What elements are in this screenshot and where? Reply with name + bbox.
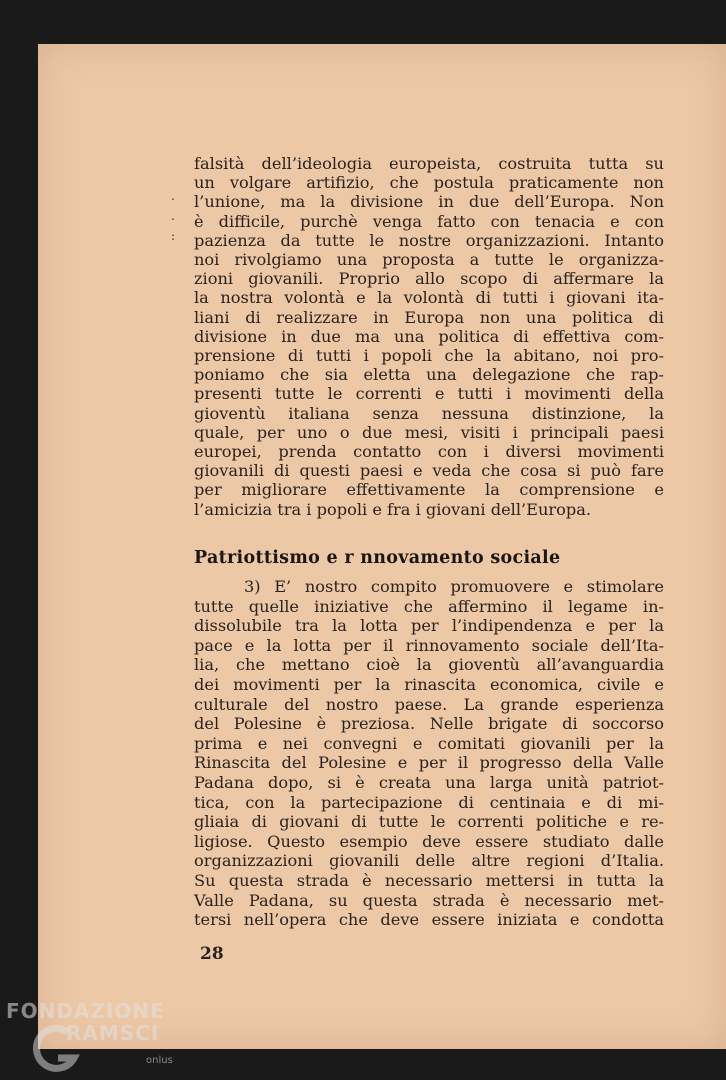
text-line: ligiose. Questo esempio deve essere studiato dalle (194, 831, 664, 851)
text-line: Rinascita del Polesine e per il progresso della Valle (194, 753, 664, 773)
text-line: zioni giovanili. Proprio allo scopo di affermare la (194, 269, 664, 289)
margin-mark: : (171, 229, 176, 243)
text-line: gliaia di giovani di tutte le correnti politiche e re- (194, 812, 664, 832)
text-line: l’unione, ma la divisione in due dell’Europa. Non (194, 192, 664, 212)
text-line: la nostra volontà e la volontà di tutti i giovani ita- (194, 288, 664, 308)
text-line: europei, prenda contatto con i diversi movimenti (194, 442, 664, 462)
text-line: lia, che mettano cioè la gioventù all’avanguardia (194, 655, 664, 675)
section-heading: Patriottismo e r nnovamento sociale (194, 548, 561, 568)
text-line: quale, per uno o due mesi, visiti i principali paesi (194, 422, 664, 442)
text-line: dei movimenti per la rinascita economica, civile e (194, 674, 664, 694)
text-line: presenti tutte le correnti e tutti i movimenti della (194, 384, 664, 404)
watermark-line-2: RAMSCI (66, 1021, 160, 1045)
text-line: per migliorare effettivamente la comprensione e (194, 480, 664, 500)
text-line: organizzazioni giovanili delle altre regioni d’Italia. (194, 851, 664, 871)
margin-mark: . (171, 189, 175, 203)
paragraph-2 (194, 577, 664, 930)
margin-mark: . (171, 209, 175, 223)
document-page (38, 44, 726, 1049)
text-line: divisione in due ma una politica di effettiva com- (194, 326, 664, 346)
watermark-suffix: onlus (146, 1055, 173, 1066)
page-number: 28 (200, 944, 224, 964)
text-line: è difficile, purchè venga fatto con tenacia e con (194, 211, 664, 231)
text-line: dissolubile tra la lotta per l’indipendenza e per la (194, 616, 664, 636)
text-line: falsità dell’ideologia europeista, costruita tutta su (194, 154, 664, 173)
text-line: Padana dopo, si è creata una larga unità patriot- (194, 772, 664, 792)
text-line: poniamo che sia eletta una delegazione che rap- (194, 365, 664, 385)
text-line: pazienza da tutte le nostre organizzazioni. Intanto (194, 230, 664, 250)
text-line: Valle Padana, su questa strada è necessario met- (194, 890, 664, 910)
text-line: liani di realizzare in Europa non una politica di (194, 307, 664, 327)
text-line: l’amicizia tra i popoli e fra i giovani dell’Europa. (194, 499, 592, 519)
text-line: tersi nell’opera che deve essere iniziata e condotta (194, 910, 664, 930)
text-line: giovanili di questi paesi e veda che cosa si può fare (194, 461, 664, 481)
text-line: 3) E’ nostro compito promuovere e stimolare (244, 577, 664, 596)
watermark-line-1: FONDAZIONE (6, 999, 165, 1023)
text-line: un volgare artifizio, che postula praticamente non (194, 173, 664, 193)
text-line: culturale del nostro paese. La grande esperienza (194, 694, 664, 714)
text-line: gioventù italiana senza nessuna distinzione, la (194, 403, 664, 423)
text-line: prima e nei convegni e comitati giovanili per la (194, 733, 664, 753)
text-line: prensione di tutti i popoli che la abitano, noi pro- (194, 346, 664, 366)
text-line: del Polesine è preziosa. Nelle brigate di soccorso (194, 714, 664, 734)
text-line: Su questa strada è necessario mettersi in tutta la (194, 870, 664, 890)
text-line: pace e la lotta per il rinnovamento sociale dell’Ita- (194, 635, 664, 655)
text-line: tutte quelle iniziative che affermino il legame in- (194, 596, 664, 616)
text-line: noi rivolgiamo una proposta a tutte le organizza- (194, 250, 664, 270)
paragraph-1 (194, 154, 664, 519)
gramsci-logo-icon (28, 1020, 88, 1080)
margin-marks (171, 186, 175, 246)
text-line: tica, con la partecipazione di centinaia e di mi- (194, 792, 664, 812)
